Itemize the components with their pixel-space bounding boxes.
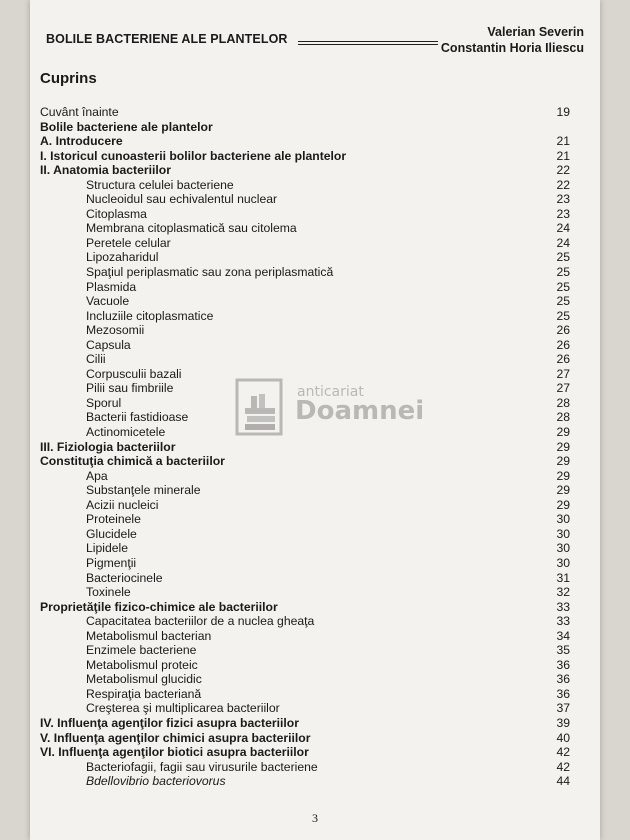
toc-entry	[40, 701, 570, 716]
toc-entry-page: 30	[556, 526, 570, 541]
toc-entry-label: Actinomicetele	[86, 425, 166, 440]
author-name: Valerian Severin	[487, 25, 584, 39]
toc-entry-label: Metabolismul glucidic	[86, 672, 202, 687]
toc-entry	[40, 120, 570, 135]
toc-entry	[40, 658, 570, 673]
toc-entry-label: Lipidele	[86, 541, 129, 556]
toc-entry-label: Bolile bacteriene ale plantelor	[40, 119, 213, 134]
toc-entry-label: Respiraţia bacteriană	[86, 686, 202, 701]
toc-entry	[40, 221, 570, 236]
toc-entry-label: Glucidele	[86, 526, 137, 541]
toc-entry-page: 23	[556, 192, 570, 207]
book-page	[30, 0, 600, 840]
toc-entry	[40, 134, 570, 149]
toc-entry-label: Lipozaharidul	[86, 250, 159, 265]
toc-entry	[40, 192, 570, 207]
toc-entry-label: Toxinele	[86, 585, 131, 600]
toc-entry-page: 24	[556, 235, 570, 250]
running-header-title: BOLILE BACTERIENE ALE PLANTELOR	[46, 32, 288, 46]
page-number: 3	[312, 811, 318, 825]
toc-entry	[40, 614, 570, 629]
toc-entry-page: 28	[556, 395, 570, 410]
toc-entry-label: Spaţiul periplasmatic sau zona periplasmatică	[86, 265, 334, 280]
toc-entry-page: 44	[556, 774, 570, 789]
toc-entry-label: IV. Influenţa agenţilor fizici asupra bacteriilor	[40, 715, 299, 730]
toc-entry-page: 34	[556, 628, 570, 643]
toc-entry-page: 33	[556, 599, 570, 614]
toc-entry-label: Proprietăţile fizico-chimice ale bacteriilor	[40, 599, 278, 614]
toc-entry	[40, 236, 570, 251]
toc-entry	[40, 207, 570, 222]
toc-entry-label: II. Anatomia bacteriilor	[40, 163, 171, 178]
watermark-text: Doamnei	[295, 396, 425, 426]
books-icon	[235, 378, 291, 440]
toc-entry-page: 39	[556, 715, 570, 730]
toc-entry-label: Plasmida	[86, 279, 137, 294]
toc-entry-page: 42	[556, 759, 570, 774]
watermark-logo	[235, 378, 435, 448]
toc-entry	[40, 265, 570, 280]
toc-entry-page: 35	[556, 643, 570, 658]
toc-entry	[40, 469, 570, 484]
toc-entry	[40, 454, 570, 469]
toc-entry-page: 26	[556, 337, 570, 352]
toc-entry-label: Constituţia chimică a bacteriilor	[40, 454, 225, 469]
toc-entry-page: 23	[556, 206, 570, 221]
toc-entry-label: Cilii	[86, 352, 106, 367]
toc-entry-page: 22	[556, 163, 570, 178]
toc-entry	[40, 498, 570, 513]
toc-entry	[40, 309, 570, 324]
toc-entry-page: 36	[556, 672, 570, 687]
toc-entry	[40, 163, 570, 178]
toc-entry	[40, 352, 570, 367]
toc-entry-page: 29	[556, 439, 570, 454]
toc-entry-page: 19	[556, 105, 570, 119]
toc-entry-label: Peretele celular	[86, 235, 171, 250]
toc-entry	[40, 294, 570, 309]
toc-entry	[40, 105, 570, 120]
toc-entry	[40, 571, 570, 586]
toc-entry	[40, 731, 570, 746]
toc-entry-page: 24	[556, 221, 570, 236]
toc-entry-label: Sporul	[86, 395, 122, 410]
toc-entry-label: Bacteriofagii, fagii sau virusurile bacteriene	[86, 759, 318, 774]
toc-entry-page: 30	[556, 555, 570, 570]
toc-entry-page: 42	[556, 745, 570, 760]
toc-entry-page: 30	[556, 541, 570, 556]
toc-entry-page: 29	[556, 425, 570, 440]
toc-entry-label: Apa	[86, 468, 108, 483]
toc-entry	[40, 745, 570, 760]
toc-entry-page: 25	[556, 250, 570, 265]
toc-entry-label: Cuvânt înainte	[40, 105, 119, 119]
running-header-authors	[441, 24, 584, 56]
toc-entry	[40, 600, 570, 615]
toc-entry-label: Creşterea şi multiplicarea bacteriilor	[86, 701, 280, 716]
toc-entry	[40, 716, 570, 731]
toc-entry	[40, 643, 570, 658]
toc-entry-label: Mezosomii	[86, 323, 145, 338]
toc-entry-label: Metabolismul bacterian	[86, 628, 212, 643]
toc-entry	[40, 672, 570, 687]
toc-entry	[40, 483, 570, 498]
toc-entry	[40, 178, 570, 193]
toc-entry-label: A. Introducere	[40, 134, 123, 149]
toc-entry	[40, 760, 570, 775]
toc-entry-page: 40	[556, 730, 570, 745]
toc-entry-label: Enzimele bacteriene	[86, 643, 197, 658]
toc-entry-page: 28	[556, 410, 570, 425]
toc-entry-label: Corpusculii bazali	[86, 366, 182, 381]
toc-entry-page: 26	[556, 352, 570, 367]
toc-entry-page: 27	[556, 381, 570, 396]
toc-entry-page: 36	[556, 657, 570, 672]
header-rule	[298, 44, 438, 45]
toc-entry	[40, 541, 570, 556]
toc-entry-label: Proteinele	[86, 512, 141, 527]
watermark-text: anticariat	[297, 384, 364, 400]
toc-entry-label: Bacterii fastidioase	[86, 410, 189, 425]
toc-entry-page: 33	[556, 614, 570, 629]
toc-entry-page: 36	[556, 686, 570, 701]
toc-entry-page: 29	[556, 483, 570, 498]
toc-entry	[40, 556, 570, 571]
toc-entry-page: 32	[556, 585, 570, 600]
toc-entry	[40, 512, 570, 527]
toc-entry-page: 26	[556, 323, 570, 338]
toc-entry-label: Capsula	[86, 337, 131, 352]
contents-heading: Cuprins	[40, 70, 97, 87]
toc-entry	[40, 338, 570, 353]
toc-entry-label: Pilii sau fimbriile	[86, 381, 174, 396]
toc-entry-label: Incluziile citoplasmatice	[86, 308, 214, 323]
toc-entry-page: 25	[556, 294, 570, 309]
toc-entry-label: V. Influenţa agenţilor chimici asupra bacteriilor	[40, 730, 311, 745]
toc-entry-label: Nucleoidul sau echivalentul nuclear	[86, 192, 278, 207]
toc-entry-page: 37	[556, 701, 570, 716]
toc-entry-label: Structura celulei bacteriene	[86, 177, 234, 192]
toc-entry-page: 22	[556, 177, 570, 192]
toc-entry-label: Vacuole	[86, 294, 130, 309]
toc-entry	[40, 323, 570, 338]
author-name: Constantin Horia Iliescu	[440, 41, 584, 55]
toc-entry-label: I. Istoricul cunoasterii bolilor bacteriene ale plantelor	[40, 148, 347, 163]
toc-entry-label: VI. Influenţa agenţilor biotici asupra bacteriilor	[40, 745, 309, 760]
toc-entry-page: 25	[556, 265, 570, 280]
toc-entry-label: Pigmenţii	[86, 555, 137, 570]
toc-entry-page: 29	[556, 454, 570, 469]
toc-entry-label: Substanţele minerale	[86, 483, 201, 498]
toc-entry-label: Bacteriocinele	[86, 570, 163, 585]
toc-entry-label: Bdellovibrio bacteriovorus	[86, 774, 226, 789]
toc-entry-label: Metabolismul proteic	[86, 657, 198, 672]
toc-entry-page: 30	[556, 512, 570, 527]
toc-entry-page: 21	[556, 134, 570, 149]
toc-entry	[40, 585, 570, 600]
toc-entry-page: 21	[556, 148, 570, 163]
toc-entry-label: III. Fiziologia bacteriilor	[40, 439, 176, 454]
toc-entry-label: Membrana citoplasmatică sau citolema	[86, 221, 297, 236]
toc-entry	[40, 687, 570, 702]
toc-entry-page: 25	[556, 279, 570, 294]
toc-entry-page: 25	[556, 308, 570, 323]
toc-entry	[40, 527, 570, 542]
toc-entry	[40, 629, 570, 644]
toc-entry-label: Acizii nucleici	[86, 497, 159, 512]
toc-entry	[40, 774, 570, 789]
toc-entry-page: 31	[556, 570, 570, 585]
toc-entry	[40, 280, 570, 295]
toc-entry-label: Capacitatea bacteriilor de a nuclea gheaţa	[86, 614, 315, 629]
toc-entry	[40, 250, 570, 265]
toc-entry-page: 27	[556, 366, 570, 381]
header-rule	[298, 41, 438, 42]
toc-entry-label: Citoplasma	[86, 206, 147, 221]
toc-entry-page: 29	[556, 497, 570, 512]
toc-entry-page: 29	[556, 468, 570, 483]
toc-entry	[40, 149, 570, 164]
